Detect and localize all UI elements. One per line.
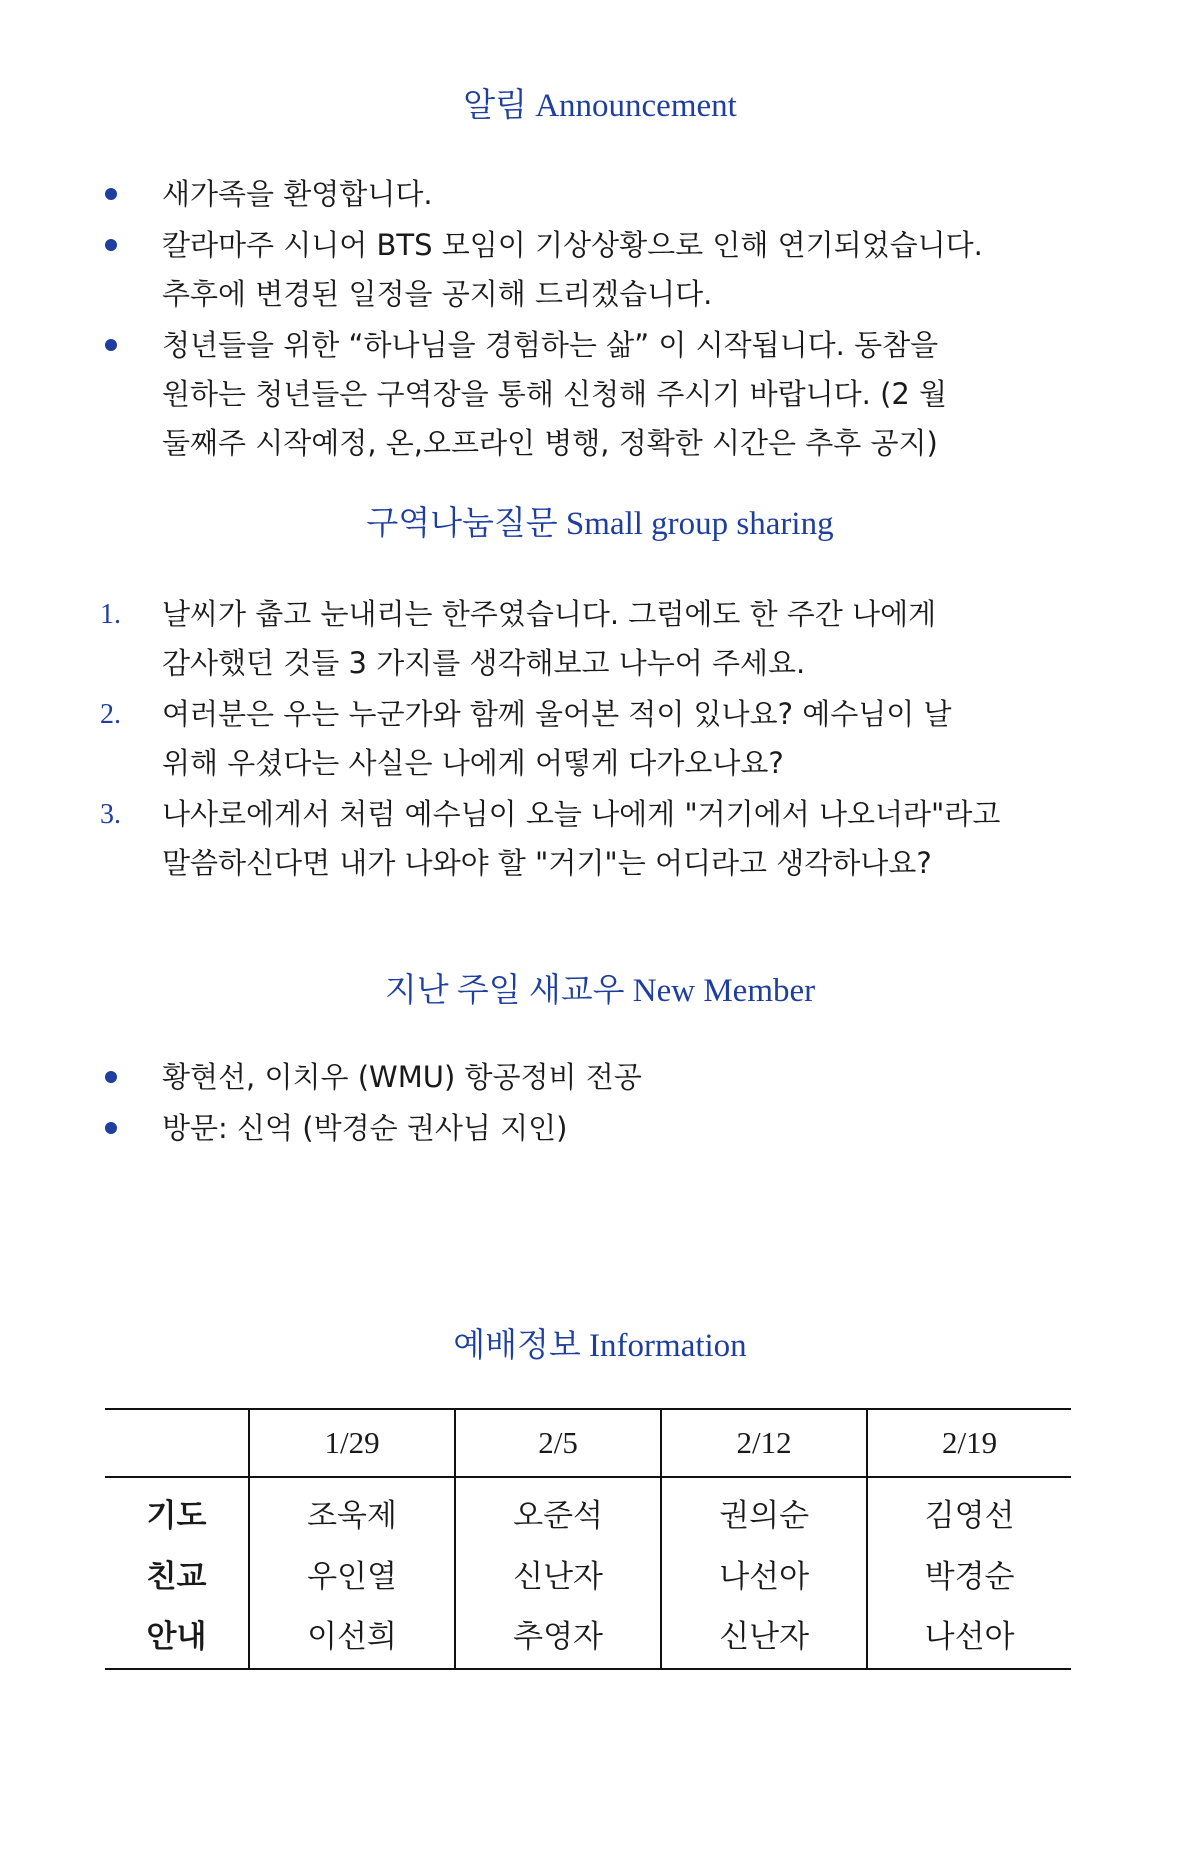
table-cell: 추영자 xyxy=(455,1605,661,1669)
table-cell: 박경순 xyxy=(867,1541,1071,1605)
question-number: 1. xyxy=(100,599,121,630)
question-number: 3. xyxy=(100,799,121,830)
question-number: 2. xyxy=(100,699,121,730)
table-cell: 권의순 xyxy=(661,1477,867,1541)
bullet-icon xyxy=(105,339,117,351)
announcement-item xyxy=(100,170,1090,219)
table-row xyxy=(105,1477,1071,1541)
question-line: 날씨가 춥고 눈내리는 한주였습니다. 그럼에도 한 주간 나에게 xyxy=(162,597,937,631)
table-cell: 나선아 xyxy=(661,1541,867,1605)
table-cell: 신난자 xyxy=(661,1605,867,1669)
question-line: 나사로에게서 처럼 예수님이 오늘 나에게 "거기에서 나오너라"라고 xyxy=(162,797,1001,831)
announcement-line: 새가족을 환영합니다. xyxy=(162,177,433,211)
information-title: 예배정보 Information xyxy=(453,1328,747,1364)
row-label: 친교 xyxy=(146,1558,207,1595)
question-item xyxy=(100,790,1090,888)
table-cell: 조욱제 xyxy=(249,1477,455,1541)
table-cell: 오준석 xyxy=(455,1477,661,1541)
table-cell: 우인열 xyxy=(249,1541,455,1605)
new-member-title: 지난 주일 새교우 New Member xyxy=(384,973,816,1009)
announcement-line: 칼라마주 시니어 BTS 모임이 기상상황으로 인해 연기되었습니다. xyxy=(162,228,983,262)
small-group-questions xyxy=(100,590,1090,890)
table-cell: 김영선 xyxy=(867,1477,1071,1541)
date-header: 2/19 xyxy=(867,1409,1071,1477)
small-group-title: 구역나눔질문 Small group sharing xyxy=(366,506,834,542)
table-corner xyxy=(105,1409,249,1477)
new-member-item xyxy=(100,1104,1090,1153)
new-member-list xyxy=(100,1053,1090,1155)
question-line: 위해 우셨다는 사실은 나에게 어떻게 다가오나요? xyxy=(162,746,784,780)
row-label: 기도 xyxy=(146,1498,207,1534)
new-member-item xyxy=(100,1053,1090,1102)
question-item xyxy=(100,590,1090,688)
worship-info-table xyxy=(105,1408,1071,1670)
announcement-line: 추후에 변경된 일정을 공지해 드리겠습니다. xyxy=(162,277,713,311)
table-cell: 신난자 xyxy=(455,1541,661,1605)
table-cell: 나선아 xyxy=(867,1605,1071,1669)
bullet-icon xyxy=(105,239,117,251)
question-line: 말씀하신다면 내가 나와야 할 "거기"는 어디라고 생각하나요? xyxy=(162,846,932,880)
date-header: 1/29 xyxy=(249,1409,455,1477)
question-item xyxy=(100,690,1090,788)
announcement-item xyxy=(100,321,1090,468)
question-line: 여러분은 우는 누군가와 함께 울어본 적이 있나요? 예수님이 날 xyxy=(162,697,952,731)
date-header: 2/5 xyxy=(455,1409,661,1477)
question-line: 감사했던 것들 3 가지를 생각해보고 나누어 주세요. xyxy=(162,646,806,680)
bullet-icon xyxy=(105,1122,117,1134)
announcement-line: 둘째주 시작예정, 온,오프라인 병행, 정확한 시간은 추후 공지) xyxy=(162,426,938,460)
announcement-line: 원하는 청년들은 구역장을 통해 신청해 주시기 바랍니다. (2 월 xyxy=(162,377,948,411)
date-header: 2/12 xyxy=(661,1409,867,1477)
new-member-text: 황현선, 이치우 (WMU) 항공정비 전공 xyxy=(162,1060,642,1094)
announcement-title: 알림 Announcement xyxy=(463,88,737,124)
announcement-item xyxy=(100,221,1090,319)
new-member-text: 방문: 신억 (박경순 권사님 지인) xyxy=(162,1111,568,1145)
announcement-line: 청년들을 위한 “하나님을 경험하는 삶” 이 시작됩니다. 동참을 xyxy=(162,328,939,362)
announcement-list xyxy=(100,170,1090,470)
table-row xyxy=(105,1541,1071,1605)
table-row xyxy=(105,1605,1071,1669)
table-header-row xyxy=(105,1409,1071,1477)
bullet-icon xyxy=(105,188,117,200)
table-cell: 이선희 xyxy=(249,1605,455,1669)
row-label: 안내 xyxy=(146,1619,207,1655)
bullet-icon xyxy=(105,1071,117,1083)
